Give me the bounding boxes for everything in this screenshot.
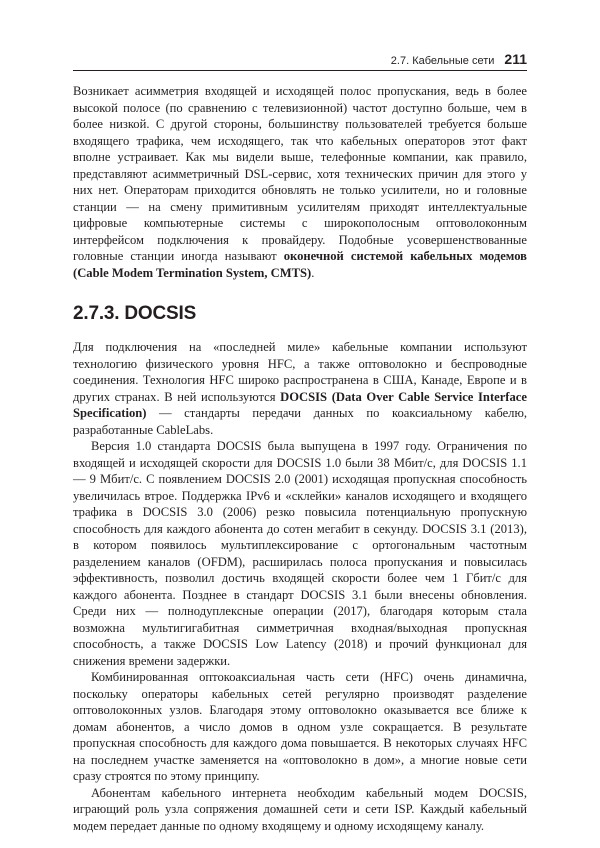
header-rule <box>73 70 527 71</box>
intro-end: . <box>311 265 315 280</box>
intro-paragraph <box>73 83 527 281</box>
intro-term: оконечной системой кабельных модемов (Cable Modem Termination System, CMTS) <box>73 249 527 280</box>
body-text <box>73 83 527 834</box>
running-head-section: 2.7. Кабельные сети <box>390 55 495 67</box>
paragraph-1-start: Для подключения на «последней миле» кабельные компании используют технологию физического уровня HFC, а также оптоволокно и беспроводные соединения. Технология HFC широко распространена в США, Канаде, Европе и в других странах. В ней используются <box>73 340 527 404</box>
running-head <box>391 51 527 67</box>
page-number: 211 <box>504 51 527 67</box>
paragraph-1-end: — стандарты передачи данных по коаксиальному кабелю, разработанные CableLabs. <box>73 406 527 437</box>
paragraph-2: Версия 1.0 стандарта DOCSIS была выпущена в 1997 году. Ограничения по входящей и исходящей скорости для DOCSIS 1.0 были 38 Мбит/c, для DOCSIS 1.1 — 9 Мбит/c. С появлением DOCSIS 2.0 (2001) исходящая пропускная способность увеличилась втрое. Поддержка IPv6 и «склейки» каналов исходящего и входящего трафика в DOCSIS 3.0 (2006) резко повысила потенциальную пропускную способность для каждого абонента до сотен мегабит в секунду. DOCSIS 3.1 (2013), в котором появилось мультиплексирование с ортогональным частотным разделением каналов (OFDM), расширилась полоса пропускания и повысилась эффективность, позволил достичь входящей скорости более чем 1 Гбит/c для каждого абонента. Позднее в стандарт DOCSIS 3.1 были внесены обновления. Среди них — полнодуплексные операции (2017), благодаря которым стала возможна мультигигабитная симметричная входная/выходная пропускная способность, а также DOCSIS Low Latency (2018) и прочий функционал для снижения времени задержки. <box>73 439 527 668</box>
paragraph-1-term: DOCSIS (Data Over Cable Service Interface Specification) <box>73 389 527 420</box>
paragraph-1 <box>73 339 527 438</box>
section-heading: 2.7.3. DOCSIS <box>73 303 197 324</box>
paragraph-4: Абонентам кабельного интернета необходим кабельный модем DOCSIS, играющий роль узла сопряжения домашней сети и сети ISP. Каждый кабельный модем передает данные по одному входящему и одному исходящему каналу. <box>73 785 527 833</box>
intro-text: Возникает асимметрия входящей и исходящей полос пропускания, ведь в более высокой полосе (по сравнению с телевизионной) частот доступно больше, чем в более низкой. С другой стороны, большинству пользователей требуется больше входящего трафика, чем исходящего, так что кабельных операторов этот факт вполне устраивает. Как мы видели выше, телефонные компании, как правило, представляют асимметричный DSL-сервис, хотя технических причин для этого у них нет. Операторам приходится обновлять не только усилители, но и головные станции — на смену примитивным усилителям приходят интеллектуальные цифровые компьютерные системы с широкополосным оптоволоконным интерфейсом подключения к провайдеру. Подобные усовершенствованные головные станции иногда называют <box>73 84 527 263</box>
paragraph-3: Комбинированная оптокоаксиальная часть сети (HFC) очень динамична, поскольку операторы кабельных сетей регулярно производят разделение оптоволоконных узлов. Благодаря этому оптоволокно оказывается все ближе к домам абонентов, а число домов в одном узле сокращается. В результате пропускная способность для каждого дома повышается. В некоторых случаях HFC на последнем участке заменяется на «оптоволокно в дом», а многие новые сети сразу строятся по этому принципу. <box>73 670 527 783</box>
